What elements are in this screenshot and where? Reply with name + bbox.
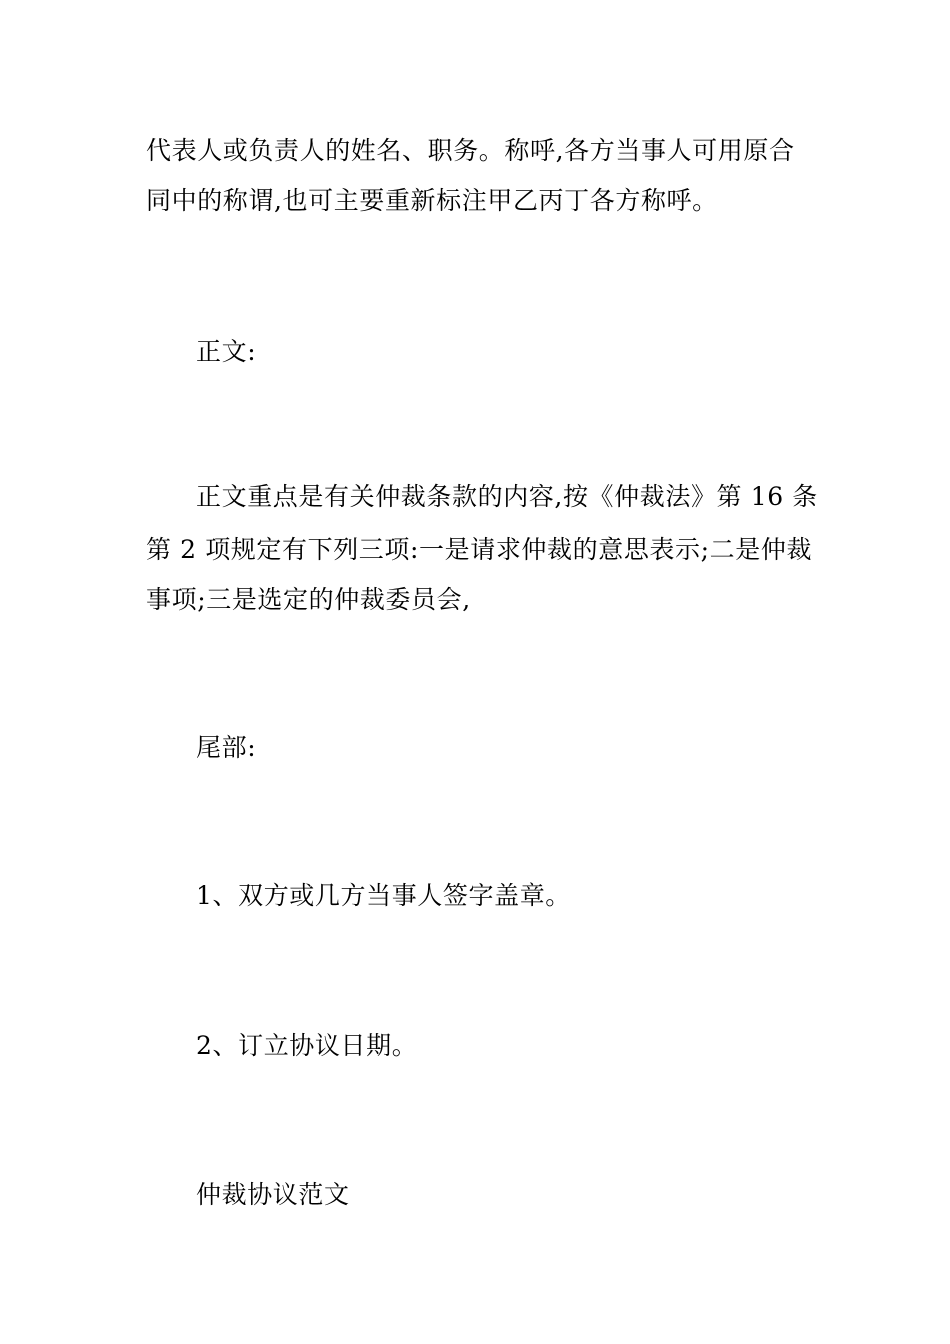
paragraph-line: 代表人或负责人的姓名、职务。称呼,各方当事人可用原合 [146,136,795,165]
paragraph-line: 第 2 项规定有下列三项:一是请求仲裁的意思表示;二是仲裁 [146,535,813,564]
list-item-date: 2、订立协议日期。 [196,1031,418,1060]
paragraph-line: 同中的称谓,也可主要重新标注甲乙丙丁各方称呼。 [146,186,718,215]
paragraph-line: 事项;三是选定的仲裁委员会, [146,585,471,614]
paragraph-line: 正文重点是有关仲裁条款的内容,按《仲裁法》第 16 条 [196,482,818,511]
list-item-signature: 1、双方或几方当事人签字盖章。 [196,881,571,910]
section-heading-body: 正文: [196,337,257,366]
section-heading-tail: 尾部: [196,733,257,762]
section-heading-sample: 仲裁协议范文 [196,1180,350,1209]
